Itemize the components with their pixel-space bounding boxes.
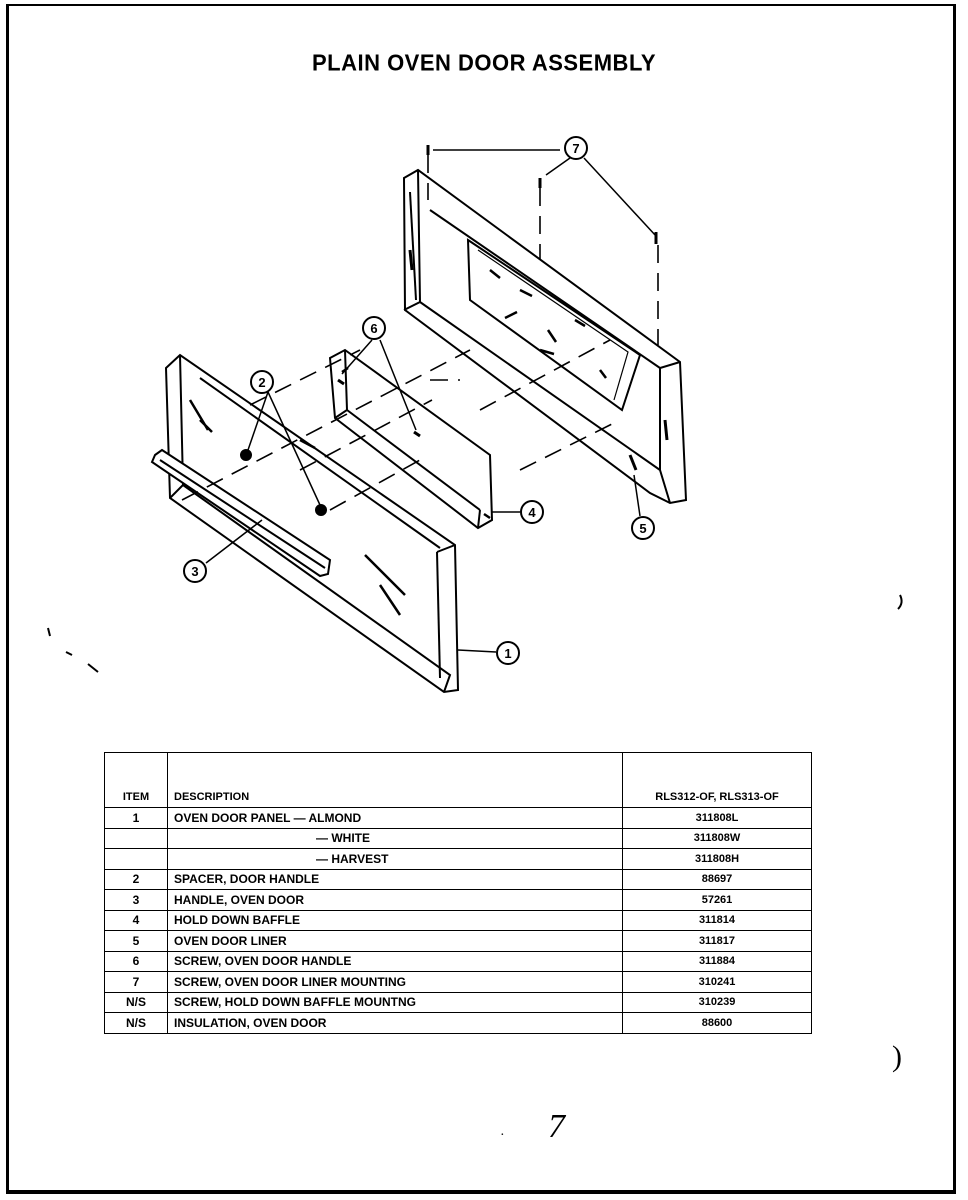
- row-part: 311817: [623, 931, 812, 952]
- table-row: [105, 1013, 812, 1034]
- row-part: 311808W: [623, 828, 812, 849]
- row-description: — WHITE: [168, 828, 623, 849]
- svg-text:6: 6: [370, 321, 378, 336]
- row-item: N/S: [105, 992, 168, 1013]
- table-row: [105, 849, 812, 870]
- parts-table: [104, 752, 812, 1034]
- row-item: [105, 849, 168, 870]
- row-part: 57261: [623, 890, 812, 911]
- scan-artifacts: [48, 595, 902, 672]
- row-description: SCREW, HOLD DOWN BAFFLE MOUNTNG: [168, 992, 623, 1013]
- row-item: 5: [105, 931, 168, 952]
- row-description: SPACER, DOOR HANDLE: [168, 869, 623, 890]
- svg-text:5: 5: [639, 521, 647, 536]
- row-part: 311814: [623, 910, 812, 931]
- row-item: 7: [105, 972, 168, 993]
- row-item: 4: [105, 910, 168, 931]
- spacer-2a: [241, 450, 251, 460]
- row-item: 1: [105, 808, 168, 829]
- table-row: [105, 808, 812, 829]
- row-part: 88600: [623, 1013, 812, 1034]
- svg-text:7: 7: [572, 141, 580, 156]
- row-description: SCREW, OVEN DOOR HANDLE: [168, 951, 623, 972]
- row-part: 311808L: [623, 808, 812, 829]
- page-number: 7: [548, 1108, 565, 1145]
- header-item: ITEM: [105, 753, 168, 808]
- table-row: [105, 910, 812, 931]
- callout-5: [632, 517, 654, 539]
- callout-4: [521, 501, 543, 523]
- row-part: 311808H: [623, 849, 812, 870]
- row-description: HANDLE, OVEN DOOR: [168, 890, 623, 911]
- row-part: 88697: [623, 869, 812, 890]
- row-part: 310241: [623, 972, 812, 993]
- row-description: SCREW, OVEN DOOR LINER MOUNTING: [168, 972, 623, 993]
- svg-text:1: 1: [504, 646, 512, 661]
- callout-7: [565, 137, 587, 159]
- header-model: RLS312-OF, RLS313-OF: [623, 753, 812, 808]
- scan-mark-paren: ): [892, 1040, 902, 1073]
- row-description: — HARVEST: [168, 849, 623, 870]
- row-part: 311884: [623, 951, 812, 972]
- callout-6: [363, 317, 385, 339]
- row-part: 310239: [623, 992, 812, 1013]
- scan-mark-dot: ·: [500, 1128, 505, 1143]
- table-row: [105, 828, 812, 849]
- callout-2: [251, 371, 273, 393]
- row-item: 2: [105, 869, 168, 890]
- row-item: 6: [105, 951, 168, 972]
- header-description: DESCRIPTION: [168, 753, 623, 808]
- row-item: [105, 828, 168, 849]
- table-row: [105, 972, 812, 993]
- callout-1: [497, 642, 519, 664]
- table-header-row: [105, 753, 812, 808]
- row-description: HOLD DOWN BAFFLE: [168, 910, 623, 931]
- table-row: [105, 890, 812, 911]
- svg-text:2: 2: [258, 375, 266, 390]
- row-item: 3: [105, 890, 168, 911]
- table-row: [105, 992, 812, 1013]
- svg-text:3: 3: [191, 564, 199, 579]
- row-description: OVEN DOOR LINER: [168, 931, 623, 952]
- row-description: OVEN DOOR PANEL — ALMOND: [168, 808, 623, 829]
- callout-3: [184, 560, 206, 582]
- table-row: [105, 931, 812, 952]
- svg-text:4: 4: [528, 505, 536, 520]
- page-title: PLAIN OVEN DOOR ASSEMBLY: [311, 49, 657, 76]
- table-row: [105, 951, 812, 972]
- row-item: N/S: [105, 1013, 168, 1034]
- row-description: INSULATION, OVEN DOOR: [168, 1013, 623, 1034]
- table-row: [105, 869, 812, 890]
- spacer-2b: [316, 505, 326, 515]
